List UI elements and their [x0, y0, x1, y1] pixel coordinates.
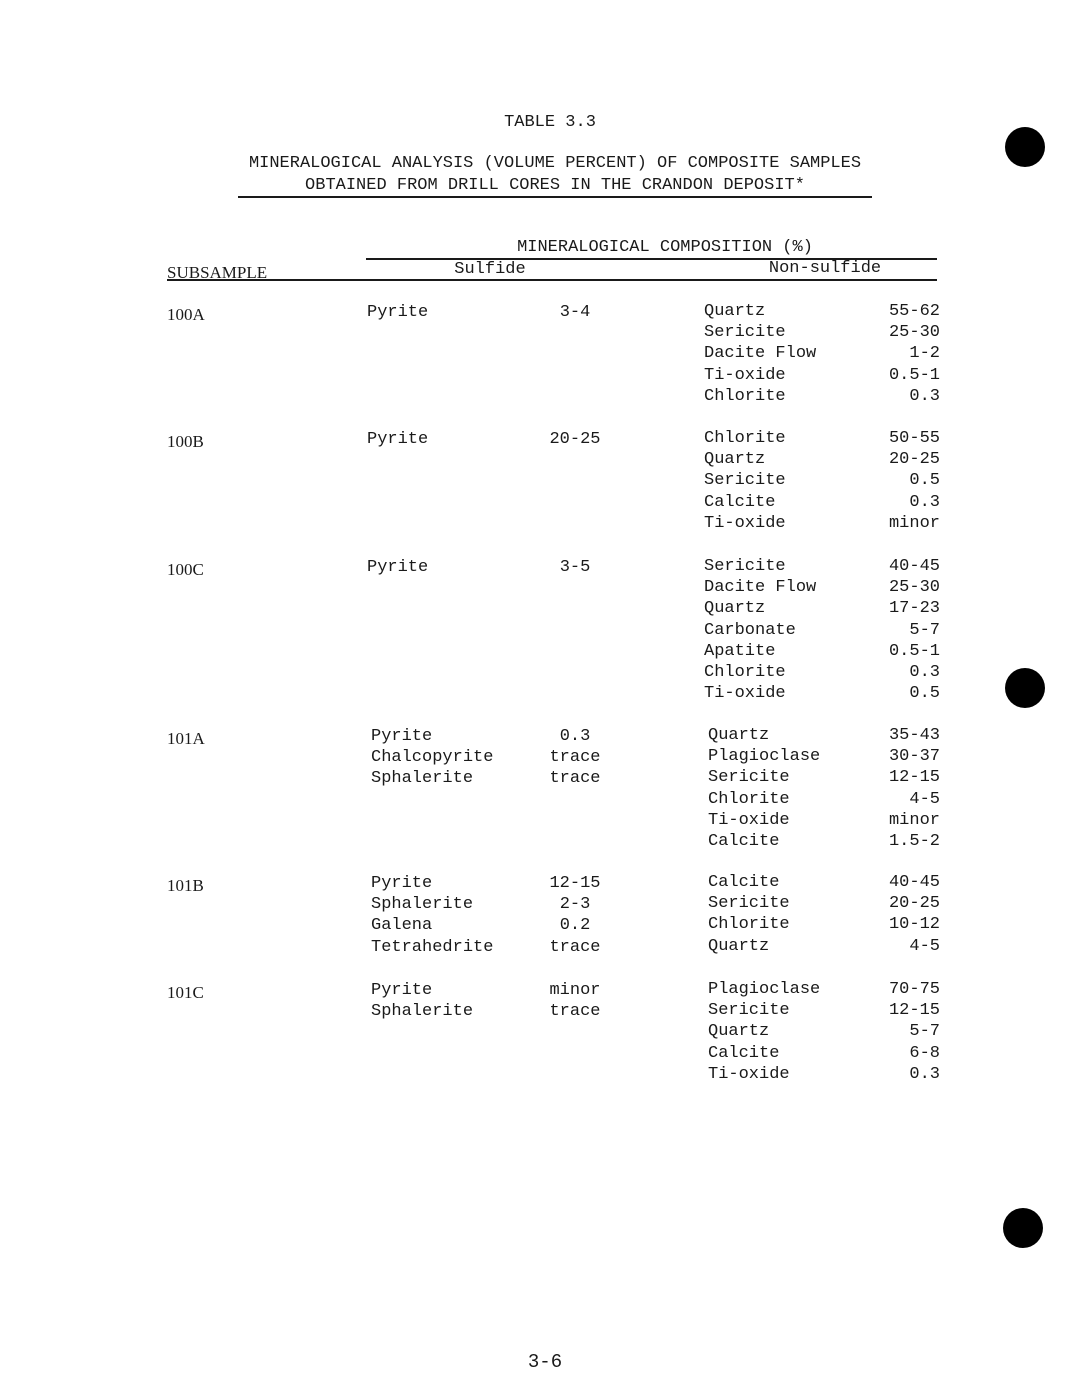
nonsulfide-mineral: Dacite Flow	[704, 344, 817, 364]
nonsulfide-percent: minor	[888, 513, 940, 533]
punch-hole-top	[1005, 127, 1045, 167]
nonsulfide-percent: 35-43	[888, 726, 940, 745]
nonsulfide-percent: 0.3	[909, 386, 940, 406]
nonsulfide-percent: 1.5-2	[888, 832, 940, 851]
nonsulfide-mineral: Carbonate	[704, 620, 796, 640]
page-number: 3-6	[527, 1351, 563, 1373]
nonsulfide-percent: 40-45	[888, 873, 940, 892]
nonsulfide-percent: 0.3	[909, 1064, 940, 1084]
nonsulfide-mineral: Quartz	[708, 726, 770, 745]
sulfide-mineral: Sphalerite	[371, 769, 474, 789]
subsample-id: 101A	[167, 729, 205, 748]
nonsulfide-mineral: Sericite	[708, 1001, 790, 1021]
nonsulfide-percent: 5-7	[909, 1022, 940, 1042]
sulfide-percent: 3-5	[559, 558, 591, 577]
sulfide-percent: 0.3	[559, 727, 591, 746]
subsample-header: SUBSAMPLE	[167, 263, 268, 282]
nonsulfide-mineral: Sericite	[704, 471, 786, 491]
sulfide-mineral: Galena	[371, 916, 433, 936]
header-bottom-rule	[167, 279, 937, 281]
sulfide-percent: 12-15	[549, 874, 601, 893]
subsample-id: 100C	[167, 560, 204, 579]
nonsulfide-percent: 70-75	[888, 980, 940, 999]
nonsulfide-percent: 30-37	[888, 747, 940, 767]
nonsulfide-percent: 55-62	[888, 302, 940, 321]
nonsulfide-header: Non-sulfide	[768, 259, 882, 278]
sulfide-mineral: Chalcopyrite	[371, 748, 494, 768]
title-line-2: OBTAINED FROM DRILL CORES IN THE CRANDON DEPOSIT*	[305, 176, 805, 195]
subsample-id: 101B	[167, 876, 204, 895]
sulfide-mineral: Sphalerite	[371, 1002, 474, 1022]
nonsulfide-mineral: Quartz	[704, 450, 766, 470]
sulfide-percent: minor	[549, 981, 601, 1000]
sulfide-mineral: Pyrite	[371, 727, 433, 746]
nonsulfide-mineral: Sericite	[708, 894, 790, 914]
nonsulfide-mineral: Ti-oxide	[704, 513, 786, 533]
nonsulfide-mineral: Sericite	[708, 768, 790, 788]
nonsulfide-percent: 0.5	[909, 471, 940, 491]
sulfide-percent: 20-25	[549, 430, 601, 449]
nonsulfide-mineral: Quartz	[708, 1022, 770, 1042]
sulfide-mineral: Pyrite	[367, 303, 429, 322]
nonsulfide-mineral: Calcite	[708, 1043, 780, 1063]
nonsulfide-percent: 0.3	[909, 663, 940, 682]
nonsulfide-percent: 12-15	[888, 768, 940, 788]
title-line-1: MINERALOGICAL ANALYSIS (VOLUME PERCENT) OF COMPOSITE SAMPLES	[248, 154, 862, 173]
nonsulfide-percent: 0.5-1	[888, 365, 940, 385]
sulfide-percent: 2-3	[559, 895, 591, 915]
nonsulfide-percent: 4-5	[909, 789, 940, 809]
nonsulfide-percent: 1-2	[909, 344, 940, 364]
nonsulfide-mineral: Ti-oxide	[708, 1064, 790, 1084]
nonsulfide-mineral: Dacite Flow	[704, 578, 817, 598]
nonsulfide-mineral: Chlorite	[708, 789, 790, 809]
nonsulfide-percent: 25-30	[888, 323, 940, 343]
nonsulfide-mineral: Chlorite	[704, 386, 786, 406]
nonsulfide-mineral: Calcite	[704, 492, 776, 512]
sulfide-mineral: Pyrite	[367, 558, 429, 577]
nonsulfide-percent: 0.5	[909, 684, 940, 704]
nonsulfide-mineral: Ti-oxide	[704, 684, 786, 704]
subsample-id: 100B	[167, 432, 204, 451]
nonsulfide-mineral: Calcite	[708, 873, 780, 892]
sulfide-percent: trace	[549, 937, 601, 957]
sulfide-header: Sulfide	[454, 260, 526, 279]
nonsulfide-mineral: Chlorite	[708, 915, 790, 935]
punch-hole-bottom	[1003, 1208, 1043, 1248]
sulfide-percent: trace	[549, 769, 601, 789]
nonsulfide-mineral: Chlorite	[704, 663, 786, 682]
nonsulfide-percent: 0.3	[909, 492, 940, 512]
nonsulfide-percent: 20-25	[888, 894, 940, 914]
sulfide-percent: 0.2	[559, 916, 591, 936]
sulfide-percent: trace	[549, 748, 601, 768]
nonsulfide-mineral: Ti-oxide	[708, 810, 790, 830]
nonsulfide-percent: 5-7	[909, 620, 940, 640]
nonsulfide-percent: minor	[888, 810, 940, 830]
nonsulfide-percent: 25-30	[888, 578, 940, 598]
nonsulfide-percent: 4-5	[909, 936, 940, 956]
title-underline	[238, 196, 872, 198]
nonsulfide-mineral: Plagioclase	[708, 747, 821, 767]
group-header: MINERALOGICAL COMPOSITION (%)	[517, 238, 813, 257]
sulfide-mineral: Pyrite	[371, 981, 433, 1000]
nonsulfide-mineral: Calcite	[708, 832, 780, 851]
nonsulfide-mineral: Sericite	[704, 323, 786, 343]
nonsulfide-mineral: Apatite	[704, 641, 776, 661]
subsample-id: 100A	[167, 305, 205, 324]
nonsulfide-mineral: Quartz	[704, 302, 766, 321]
nonsulfide-mineral: Plagioclase	[708, 980, 821, 999]
nonsulfide-mineral: Chlorite	[704, 429, 786, 448]
nonsulfide-percent: 20-25	[888, 450, 940, 470]
nonsulfide-percent: 0.5-1	[888, 641, 940, 661]
sulfide-percent: 3-4	[559, 303, 591, 322]
nonsulfide-percent: 50-55	[888, 429, 940, 448]
sulfide-percent: trace	[549, 1002, 601, 1022]
sulfide-mineral: Pyrite	[371, 874, 433, 893]
nonsulfide-percent: 6-8	[909, 1043, 940, 1063]
nonsulfide-percent: 40-45	[888, 557, 940, 576]
nonsulfide-percent: 12-15	[888, 1001, 940, 1021]
nonsulfide-mineral: Quartz	[708, 936, 770, 956]
nonsulfide-percent: 17-23	[888, 599, 940, 619]
nonsulfide-percent: 10-12	[888, 915, 940, 935]
nonsulfide-mineral: Sericite	[704, 557, 786, 576]
sulfide-mineral: Sphalerite	[371, 895, 474, 915]
nonsulfide-mineral: Ti-oxide	[704, 365, 786, 385]
table-label: TABLE 3.3	[504, 113, 596, 132]
sulfide-mineral: Pyrite	[367, 430, 429, 449]
sulfide-mineral: Tetrahedrite	[371, 937, 494, 957]
punch-hole-middle	[1005, 668, 1045, 708]
nonsulfide-mineral: Quartz	[704, 599, 766, 619]
subsample-id: 101C	[167, 983, 204, 1002]
